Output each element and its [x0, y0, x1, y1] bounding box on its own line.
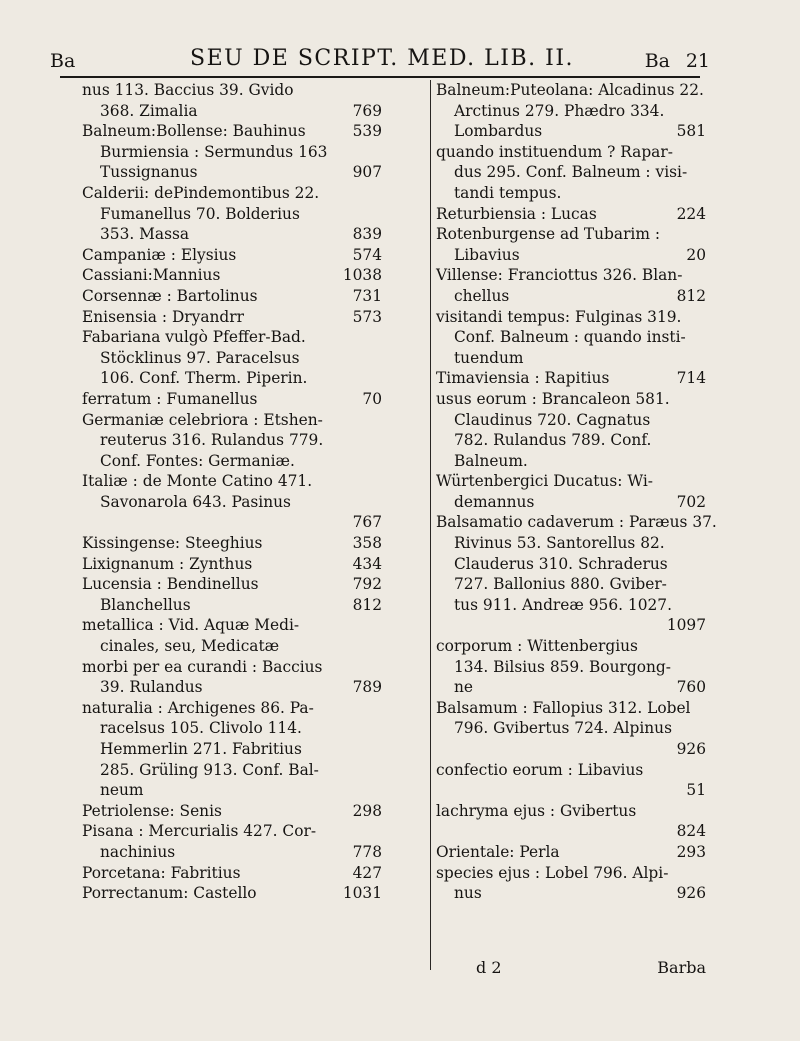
- index-entry-line: [436, 265, 706, 286]
- index-entry-line: [82, 286, 382, 307]
- entry-text: Calderii: dePindemontibus 22.: [82, 183, 320, 202]
- signature-mark: d 2: [476, 958, 502, 977]
- entry-page-ref: 767: [352, 513, 382, 532]
- entry-text: racelsus 105. Clivolo 114.: [100, 719, 302, 738]
- entry-text: Balsamum : Fallopius 312. Lobel: [436, 698, 691, 717]
- index-entry-line: [82, 410, 382, 431]
- entry-text: 39. Rulandus: [100, 678, 203, 697]
- entry-text: metallica : Vid. Aquæ Medi-: [82, 616, 300, 635]
- entry-text: Rotenburgense ad Tubarim :: [436, 225, 661, 244]
- entry-text: 353. Massa: [100, 225, 190, 244]
- index-entry-line: [436, 410, 706, 431]
- entry-text: Porcetana: Fabritius: [82, 863, 241, 882]
- index-entry-line: [436, 162, 706, 183]
- index-entry-line: [436, 615, 706, 636]
- entry-text: Stöcklinus 97. Paracelsus: [100, 348, 300, 367]
- index-entry-line: [82, 368, 382, 389]
- entry-text: Pisana : Mercurialis 427. Cor-: [82, 822, 317, 841]
- running-title: SEU DE SCRIPT. MED. LIB. II.: [190, 46, 574, 71]
- entry-text: Würtenbergici Ducatus: Wi-: [436, 472, 653, 491]
- entry-text: demannus: [454, 492, 535, 511]
- index-entry-line: [436, 327, 706, 348]
- index-entry-line: [436, 718, 706, 739]
- index-entry-line: [82, 121, 382, 142]
- index-entry-line: [436, 533, 706, 554]
- index-entry-line: [436, 348, 706, 369]
- entry-text: Blanchellus: [100, 595, 191, 614]
- index-entry-line: [436, 204, 706, 225]
- entry-text: nus: [454, 884, 482, 903]
- entry-page-ref: 298: [352, 801, 382, 820]
- index-entry-line: [82, 863, 382, 884]
- index-entry-line: [436, 430, 706, 451]
- index-entry-line: [436, 863, 706, 884]
- entry-text: Porrectanum: Castello: [82, 884, 257, 903]
- index-entry-line: [436, 142, 706, 163]
- index-entry-line: [82, 780, 382, 801]
- index-entry-line: [436, 80, 706, 101]
- index-entry-line: [82, 512, 382, 533]
- entry-text: Conf. Balneum : quando insti-: [454, 328, 686, 347]
- index-entry-line: [436, 739, 706, 760]
- entry-text: cinales, seu, Medicatæ: [100, 637, 280, 656]
- entry-page-ref: 434: [352, 554, 382, 573]
- index-entry-line: [82, 739, 382, 760]
- index-entry-line: [82, 883, 382, 904]
- index-entry-line: [436, 780, 706, 801]
- page-number: 21: [685, 50, 710, 72]
- index-entry-line: [436, 821, 706, 842]
- entry-text: Germaniæ celebriora : Etshen-: [82, 410, 323, 429]
- running-header: [50, 44, 710, 76]
- entry-text: Balneum.: [454, 451, 528, 470]
- entry-text: 368. Zimalia: [100, 101, 198, 120]
- entry-text: Kissingense: Steeghius: [82, 534, 263, 553]
- index-entry-line: [436, 368, 706, 389]
- entry-text: Balneum:Bollense: Bauhinus: [82, 122, 306, 141]
- index-entry-line: [436, 471, 706, 492]
- entry-text: 134. Bilsius 859. Bourgong-: [454, 657, 671, 676]
- entry-text: Villense: Franciottus 326. Blan-: [436, 266, 683, 285]
- entry-text: 727. Ballonius 880. Gviber-: [454, 575, 667, 594]
- index-entry-line: [82, 801, 382, 822]
- index-entry-line: [82, 162, 382, 183]
- entry-text: naturalia : Archigenes 86. Pa-: [82, 698, 314, 717]
- entry-text: Balsamatio cadaverum : Paræus 37.: [436, 513, 717, 532]
- index-entry-line: [436, 307, 706, 328]
- entry-text: lachryma ejus : Gvibertus: [436, 801, 637, 820]
- index-entry-line: [82, 595, 382, 616]
- entry-text: Fabariana vulgò Pfeffer-Bad.: [82, 328, 306, 347]
- index-entry-line: [82, 574, 382, 595]
- index-entry-line: [436, 224, 706, 245]
- entry-page-ref: 581: [676, 122, 706, 141]
- entry-page-ref: 1097: [666, 616, 706, 635]
- entry-text: Enisensia : Dryandrr: [82, 307, 244, 326]
- index-entry-line: [82, 842, 382, 863]
- index-entry-line: [82, 204, 382, 225]
- index-entry-line: [82, 80, 382, 101]
- entry-text: usus eorum : Brancaleon 581.: [436, 389, 670, 408]
- index-entry-line: [82, 533, 382, 554]
- index-entry-line: [436, 101, 706, 122]
- entry-text: dus 295. Conf. Balneum : visi-: [454, 163, 688, 182]
- entry-text: Lombardus: [454, 122, 543, 141]
- index-entry-line: [82, 636, 382, 657]
- entry-text: Timaviensia : Rapitius: [436, 369, 610, 388]
- entry-page-ref: 574: [352, 245, 382, 264]
- entry-text: species ejus : Lobel 796. Alpi-: [436, 863, 669, 882]
- entry-text: 782. Rulandus 789. Conf.: [454, 431, 652, 450]
- entry-page-ref: 1038: [342, 266, 382, 285]
- entry-text: reuterus 316. Rulandus 779.: [100, 431, 324, 450]
- index-entry-line: [436, 554, 706, 575]
- entry-text: quando instituendum ? Rapar-: [436, 142, 673, 161]
- left-guide-word: Ba: [50, 50, 76, 72]
- entry-page-ref: 926: [676, 884, 706, 903]
- entry-page-ref: 51: [686, 781, 706, 800]
- index-entry-line: [436, 492, 706, 513]
- entry-text: Claudinus 720. Cagnatus: [454, 410, 651, 429]
- entry-page-ref: 778: [352, 842, 382, 861]
- entry-page-ref: 427: [352, 863, 382, 882]
- entry-text: Fumanellus 70. Bolderius: [100, 204, 300, 223]
- index-entry-line: [82, 657, 382, 678]
- entry-text: Petriolense: Senis: [82, 801, 222, 820]
- entry-text: Burmiensia : Sermundus 163: [100, 142, 328, 161]
- index-entry-line: [82, 265, 382, 286]
- entry-text: Conf. Fontes: Germaniæ.: [100, 451, 295, 470]
- entry-page-ref: 224: [676, 204, 706, 223]
- entry-text: visitandi tempus: Fulginas 319.: [436, 307, 682, 326]
- entry-text: Clauderus 310. Schraderus: [454, 554, 668, 573]
- entry-page-ref: 812: [676, 286, 706, 305]
- index-entry-line: [436, 883, 706, 904]
- index-entry-line: [82, 760, 382, 781]
- entry-text: Corsennæ : Bartolinus: [82, 286, 258, 305]
- right-guide-word: Ba: [644, 50, 670, 72]
- entry-text: Campaniæ : Elysius: [82, 245, 237, 264]
- entry-text: tuendum: [454, 348, 524, 367]
- column-divider: [430, 80, 431, 970]
- entry-text: nachinius: [100, 842, 176, 861]
- index-entry-line: [82, 677, 382, 698]
- index-entry-line: [436, 389, 706, 410]
- entry-text: tus 911. Andreæ 956. 1027.: [454, 595, 672, 614]
- page-footer: [436, 958, 706, 980]
- entry-text: Tussignanus: [100, 163, 198, 182]
- index-column-left: [82, 80, 382, 904]
- index-entry-line: [436, 512, 717, 533]
- index-entry-line: [82, 698, 382, 719]
- index-entry-line: [436, 801, 706, 822]
- entry-text: Balneum:Puteolana: Alcadinus 22.: [436, 81, 704, 99]
- entry-page-ref: 539: [352, 122, 382, 141]
- index-entry-line: [82, 615, 382, 636]
- entry-text: Arctinus 279. Phædro 334.: [454, 101, 665, 120]
- entry-page-ref: 293: [676, 842, 706, 861]
- entry-page-ref: 789: [352, 678, 382, 697]
- entry-text: Orientale: Perla: [436, 842, 560, 861]
- entry-page-ref: 702: [676, 492, 706, 511]
- entry-page-ref: 824: [676, 822, 706, 841]
- entry-text: Savonarola 643. Pasinus: [100, 492, 291, 511]
- index-entry-line: [82, 224, 382, 245]
- index-entry-line: [82, 451, 382, 472]
- entry-text: tandi tempus.: [454, 183, 562, 202]
- entry-text: Italiæ : de Monte Catino 471.: [82, 472, 313, 491]
- entry-text: Lucensia : Bendinellus: [82, 575, 259, 594]
- index-entry-line: [82, 307, 382, 328]
- index-entry-line: [82, 142, 382, 163]
- index-entry-line: [82, 101, 382, 122]
- index-entry-line: [82, 245, 382, 266]
- entry-text: 106. Conf. Therm. Piperin.: [100, 369, 308, 388]
- index-entry-line: [436, 574, 706, 595]
- entry-text: confectio eorum : Libavius: [436, 760, 644, 779]
- entry-text: neum: [100, 781, 144, 800]
- entry-page-ref: 70: [362, 389, 382, 408]
- entry-page-ref: 792: [352, 575, 382, 594]
- entry-text: Cassiani:Mannius: [82, 266, 221, 285]
- entry-text: Rivinus 53. Santorellus 82.: [454, 534, 665, 553]
- entry-text: corporum : Wittenbergius: [436, 637, 638, 656]
- entry-text: 285. Grüling 913. Conf. Bal-: [100, 760, 319, 779]
- index-column-right: [436, 80, 717, 904]
- index-entry-line: [82, 389, 382, 410]
- index-entry-line: [436, 842, 706, 863]
- entry-page-ref: 714: [676, 369, 706, 388]
- index-entry-line: [82, 327, 382, 348]
- entry-page-ref: 573: [352, 307, 382, 326]
- entry-text: Lixignanum : Zynthus: [82, 554, 253, 573]
- index-entry-line: [436, 245, 706, 266]
- index-entry-line: [82, 471, 382, 492]
- index-entry-line: [436, 698, 706, 719]
- entry-page-ref: 839: [352, 225, 382, 244]
- entry-page-ref: 731: [352, 286, 382, 305]
- entry-page-ref: 1031: [342, 884, 382, 903]
- entry-page-ref: 760: [676, 678, 706, 697]
- index-entry-line: [82, 718, 382, 739]
- entry-text: ferratum : Fumanellus: [82, 389, 258, 408]
- entry-page-ref: 769: [352, 101, 382, 120]
- entry-page-ref: 812: [352, 595, 382, 614]
- entry-page-ref: 358: [352, 534, 382, 553]
- entry-page-ref: 926: [676, 740, 706, 758]
- entry-text: Hemmerlin 271. Fabritius: [100, 740, 302, 758]
- index-entry-line: [82, 183, 382, 204]
- header-rule: [60, 76, 700, 78]
- index-entry-line: [436, 595, 706, 616]
- index-entry-line: [436, 760, 706, 781]
- index-entry-line: [436, 451, 706, 472]
- entry-text: nus 113. Baccius 39. Gvido: [82, 81, 294, 99]
- entry-text: chellus: [454, 286, 510, 305]
- entry-page-ref: 907: [352, 163, 382, 182]
- entry-page-ref: 20: [686, 245, 706, 264]
- index-entry-line: [82, 430, 382, 451]
- index-entry-line: [436, 677, 706, 698]
- entry-text: ne: [454, 678, 474, 697]
- index-entry-line: [82, 492, 382, 513]
- index-entry-line: [436, 657, 706, 678]
- catchword: Barba: [657, 958, 706, 977]
- index-entry-line: [436, 636, 706, 657]
- entry-text: Returbiensia : Lucas: [436, 204, 597, 223]
- entry-text: Libavius: [454, 245, 520, 264]
- index-entry-line: [436, 121, 706, 142]
- index-entry-line: [82, 821, 382, 842]
- index-entry-line: [82, 554, 382, 575]
- entry-text: 796. Gvibertus 724. Alpinus: [454, 719, 672, 738]
- index-entry-line: [82, 348, 382, 369]
- index-entry-line: [436, 286, 706, 307]
- index-entry-line: [436, 183, 706, 204]
- entry-text: morbi per ea curandi : Baccius: [82, 657, 323, 676]
